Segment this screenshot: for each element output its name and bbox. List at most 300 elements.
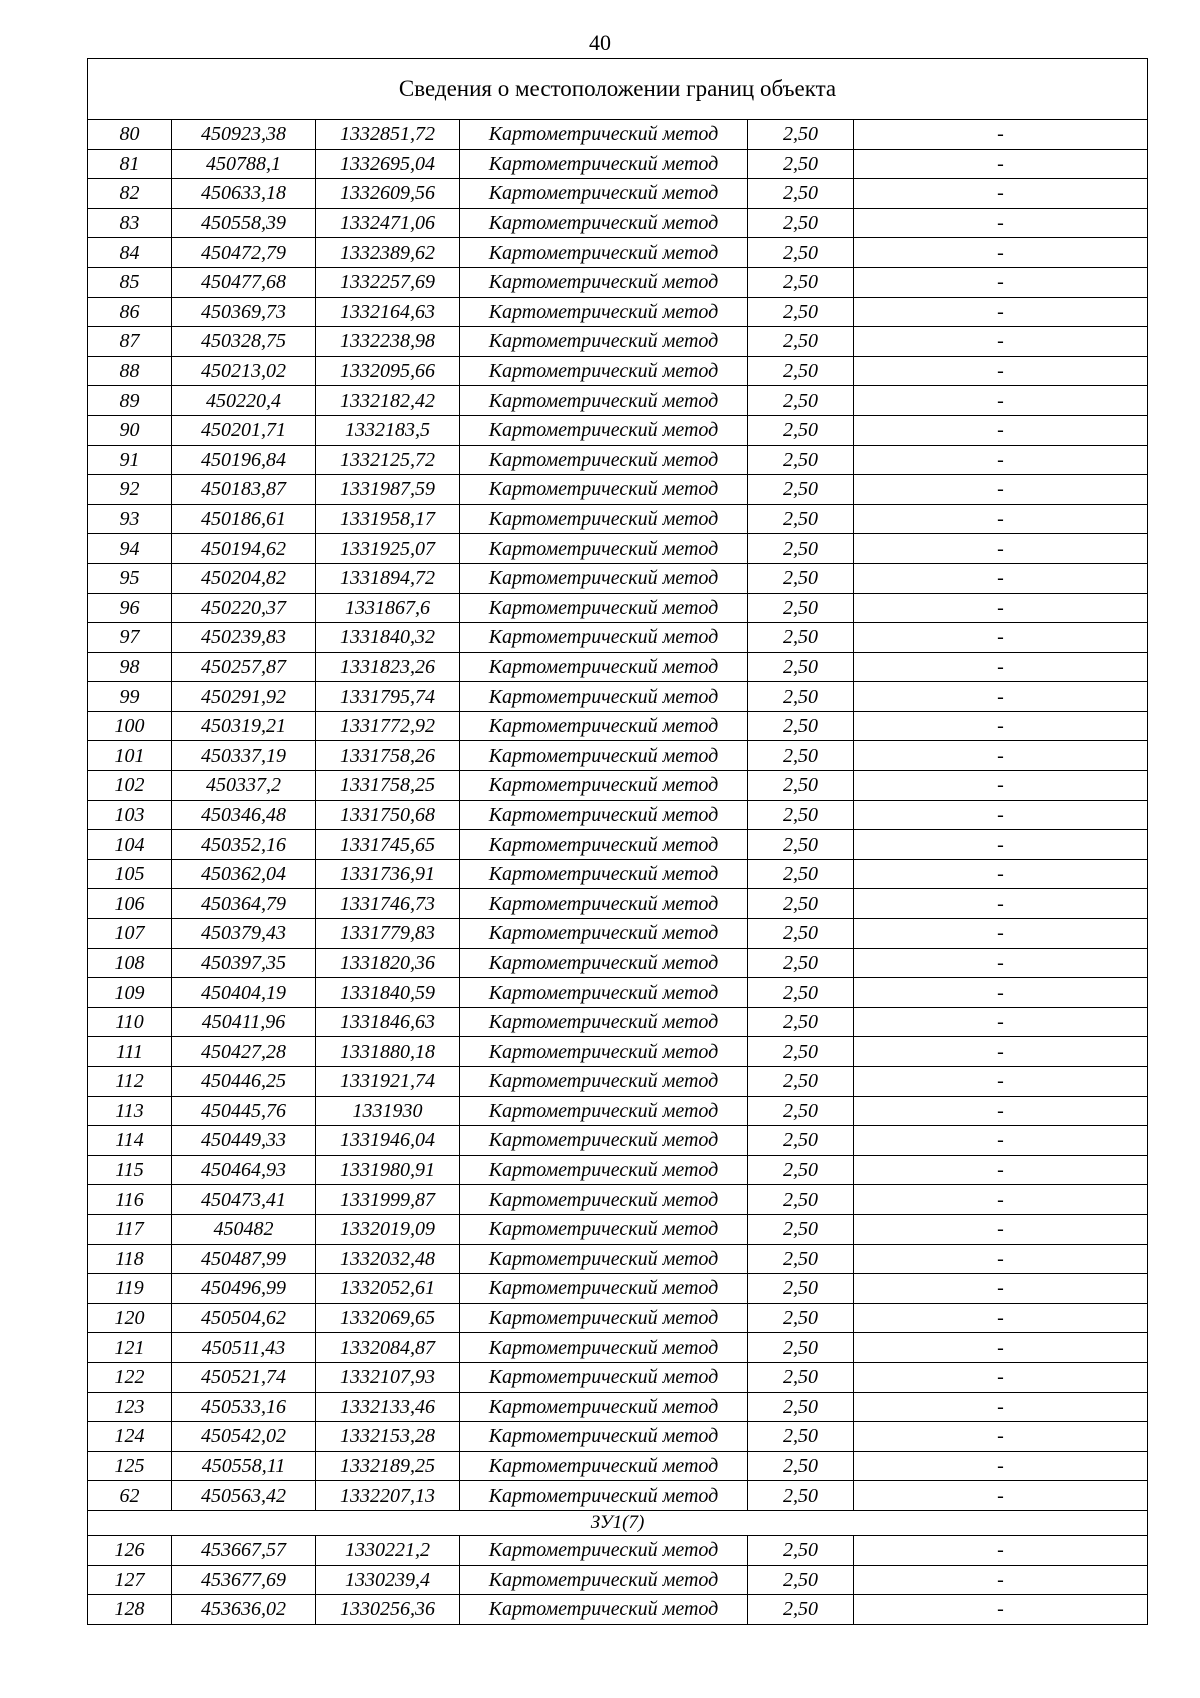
method-cell: Картометрический метод	[460, 1333, 748, 1363]
accuracy-cell: 2,50	[748, 179, 854, 209]
table-row	[88, 1244, 1148, 1274]
point-number-cell: 84	[88, 238, 172, 268]
x-coordinate-cell: 453667,57	[172, 1535, 316, 1565]
point-number-cell: 115	[88, 1155, 172, 1185]
method-cell: Картометрический метод	[460, 1126, 748, 1156]
method-cell: Картометрический метод	[460, 1037, 748, 1067]
method-cell: Картометрический метод	[460, 1392, 748, 1422]
description-cell: -	[854, 534, 1148, 564]
x-coordinate-cell: 450427,28	[172, 1037, 316, 1067]
method-cell: Картометрический метод	[460, 238, 748, 268]
y-coordinate-cell: 1332182,42	[316, 386, 460, 416]
boundary-sheet	[87, 58, 1147, 1625]
method-cell: Картометрический метод	[460, 652, 748, 682]
description-cell: -	[854, 475, 1148, 505]
accuracy-cell: 2,50	[748, 1155, 854, 1185]
y-coordinate-cell: 1332207,13	[316, 1481, 460, 1511]
x-coordinate-cell: 450397,35	[172, 948, 316, 978]
table-row	[88, 1155, 1148, 1185]
table-row	[88, 771, 1148, 801]
method-cell: Картометрический метод	[460, 711, 748, 741]
x-coordinate-cell: 450445,76	[172, 1096, 316, 1126]
description-cell: -	[854, 830, 1148, 860]
method-cell: Картометрический метод	[460, 1565, 748, 1595]
accuracy-cell: 2,50	[748, 830, 854, 860]
method-cell: Картометрический метод	[460, 800, 748, 830]
table-row	[88, 475, 1148, 505]
y-coordinate-cell: 1330239,4	[316, 1565, 460, 1595]
x-coordinate-cell: 450558,39	[172, 208, 316, 238]
accuracy-cell: 2,50	[748, 1451, 854, 1481]
point-number-cell: 117	[88, 1214, 172, 1244]
x-coordinate-cell: 450201,71	[172, 415, 316, 445]
y-coordinate-cell: 1332095,66	[316, 356, 460, 386]
x-coordinate-cell: 450472,79	[172, 238, 316, 268]
method-cell: Картометрический метод	[460, 120, 748, 150]
y-coordinate-cell: 1331925,07	[316, 534, 460, 564]
point-number-cell: 103	[88, 800, 172, 830]
point-number-cell: 94	[88, 534, 172, 564]
description-cell: -	[854, 149, 1148, 179]
y-coordinate-cell: 1332107,93	[316, 1362, 460, 1392]
y-coordinate-cell: 1332238,98	[316, 327, 460, 357]
y-coordinate-cell: 1332032,48	[316, 1244, 460, 1274]
point-number-cell: 88	[88, 356, 172, 386]
y-coordinate-cell: 1331987,59	[316, 475, 460, 505]
x-coordinate-cell: 450352,16	[172, 830, 316, 860]
description-cell: -	[854, 415, 1148, 445]
description-cell: -	[854, 563, 1148, 593]
table-row	[88, 563, 1148, 593]
y-coordinate-cell: 1331820,36	[316, 948, 460, 978]
accuracy-cell: 2,50	[748, 623, 854, 653]
method-cell: Картометрический метод	[460, 1535, 748, 1565]
point-number-cell: 128	[88, 1595, 172, 1625]
x-coordinate-cell: 450346,48	[172, 800, 316, 830]
x-coordinate-cell: 450449,33	[172, 1126, 316, 1156]
accuracy-cell: 2,50	[748, 1333, 854, 1363]
method-cell: Картометрический метод	[460, 267, 748, 297]
x-coordinate-cell: 450404,19	[172, 978, 316, 1008]
point-number-cell: 85	[88, 267, 172, 297]
table-row	[88, 1535, 1148, 1565]
y-coordinate-cell: 1331736,91	[316, 859, 460, 889]
x-coordinate-cell: 450446,25	[172, 1067, 316, 1097]
point-number-cell: 113	[88, 1096, 172, 1126]
point-number-cell: 90	[88, 415, 172, 445]
method-cell: Картометрический метод	[460, 623, 748, 653]
description-cell: -	[854, 711, 1148, 741]
y-coordinate-cell: 1331980,91	[316, 1155, 460, 1185]
accuracy-cell: 2,50	[748, 1392, 854, 1422]
table-row	[88, 1392, 1148, 1422]
point-number-cell: 83	[88, 208, 172, 238]
point-number-cell: 99	[88, 682, 172, 712]
table-row	[88, 149, 1148, 179]
accuracy-cell: 2,50	[748, 445, 854, 475]
description-cell: -	[854, 1481, 1148, 1511]
x-coordinate-cell: 450220,4	[172, 386, 316, 416]
y-coordinate-cell: 1332019,09	[316, 1214, 460, 1244]
description-cell: -	[854, 948, 1148, 978]
y-coordinate-cell: 1331840,59	[316, 978, 460, 1008]
point-number-cell: 92	[88, 475, 172, 505]
accuracy-cell: 2,50	[748, 327, 854, 357]
point-number-cell: 111	[88, 1037, 172, 1067]
table-row	[88, 445, 1148, 475]
point-number-cell: 101	[88, 741, 172, 771]
accuracy-cell: 2,50	[748, 1303, 854, 1333]
point-number-cell: 98	[88, 652, 172, 682]
table-row	[88, 120, 1148, 150]
point-number-cell: 121	[88, 1333, 172, 1363]
accuracy-cell: 2,50	[748, 208, 854, 238]
point-number-cell: 123	[88, 1392, 172, 1422]
point-number-cell: 116	[88, 1185, 172, 1215]
x-coordinate-cell: 450337,2	[172, 771, 316, 801]
table-row	[88, 1096, 1148, 1126]
method-cell: Картометрический метод	[460, 386, 748, 416]
description-cell: -	[854, 1565, 1148, 1595]
x-coordinate-cell: 450328,75	[172, 327, 316, 357]
x-coordinate-cell: 450319,21	[172, 711, 316, 741]
description-cell: -	[854, 800, 1148, 830]
description-cell: -	[854, 327, 1148, 357]
y-coordinate-cell: 1331846,63	[316, 1007, 460, 1037]
method-cell: Картометрический метод	[460, 356, 748, 386]
accuracy-cell: 2,50	[748, 948, 854, 978]
point-number-cell: 126	[88, 1535, 172, 1565]
method-cell: Картометрический метод	[460, 889, 748, 919]
x-coordinate-cell: 450504,62	[172, 1303, 316, 1333]
section-row	[88, 1510, 1148, 1535]
accuracy-cell: 2,50	[748, 1067, 854, 1097]
x-coordinate-cell: 450473,41	[172, 1185, 316, 1215]
accuracy-cell: 2,50	[748, 1007, 854, 1037]
table-row	[88, 919, 1148, 949]
y-coordinate-cell: 1332851,72	[316, 120, 460, 150]
accuracy-cell: 2,50	[748, 386, 854, 416]
description-cell: -	[854, 297, 1148, 327]
table-row	[88, 356, 1148, 386]
point-number-cell: 112	[88, 1067, 172, 1097]
table-row	[88, 208, 1148, 238]
y-coordinate-cell: 1332183,5	[316, 415, 460, 445]
x-coordinate-cell: 450487,99	[172, 1244, 316, 1274]
accuracy-cell: 2,50	[748, 238, 854, 268]
method-cell: Картометрический метод	[460, 445, 748, 475]
x-coordinate-cell: 450511,43	[172, 1333, 316, 1363]
method-cell: Картометрический метод	[460, 859, 748, 889]
description-cell: -	[854, 1535, 1148, 1565]
description-cell: -	[854, 919, 1148, 949]
accuracy-cell: 2,50	[748, 1565, 854, 1595]
table-row	[88, 504, 1148, 534]
accuracy-cell: 2,50	[748, 1214, 854, 1244]
boundary-table	[87, 58, 1148, 1625]
table-row	[88, 1303, 1148, 1333]
point-number-cell: 114	[88, 1126, 172, 1156]
x-coordinate-cell: 450379,43	[172, 919, 316, 949]
description-cell: -	[854, 1244, 1148, 1274]
x-coordinate-cell: 450196,84	[172, 445, 316, 475]
accuracy-cell: 2,50	[748, 1274, 854, 1304]
table-row	[88, 267, 1148, 297]
y-coordinate-cell: 1332125,72	[316, 445, 460, 475]
description-cell: -	[854, 741, 1148, 771]
table-row	[88, 1067, 1148, 1097]
table-row	[88, 800, 1148, 830]
table-row	[88, 948, 1148, 978]
accuracy-cell: 2,50	[748, 1037, 854, 1067]
point-number-cell: 89	[88, 386, 172, 416]
x-coordinate-cell: 450542,02	[172, 1422, 316, 1452]
accuracy-cell: 2,50	[748, 889, 854, 919]
y-coordinate-cell: 1332164,63	[316, 297, 460, 327]
point-number-cell: 97	[88, 623, 172, 653]
point-number-cell: 109	[88, 978, 172, 1008]
method-cell: Картометрический метод	[460, 741, 748, 771]
y-coordinate-cell: 1332084,87	[316, 1333, 460, 1363]
description-cell: -	[854, 238, 1148, 268]
page-number: 40	[589, 30, 611, 55]
method-cell: Картометрический метод	[460, 1244, 748, 1274]
table-row	[88, 534, 1148, 564]
point-number-cell: 81	[88, 149, 172, 179]
description-cell: -	[854, 771, 1148, 801]
accuracy-cell: 2,50	[748, 593, 854, 623]
y-coordinate-cell: 1331795,74	[316, 682, 460, 712]
method-cell: Картометрический метод	[460, 297, 748, 327]
y-coordinate-cell: 1331746,73	[316, 889, 460, 919]
method-cell: Картометрический метод	[460, 1303, 748, 1333]
y-coordinate-cell: 1331867,6	[316, 593, 460, 623]
table-row	[88, 327, 1148, 357]
x-coordinate-cell: 450923,38	[172, 120, 316, 150]
y-coordinate-cell: 1332052,61	[316, 1274, 460, 1304]
method-cell: Картометрический метод	[460, 1274, 748, 1304]
accuracy-cell: 2,50	[748, 149, 854, 179]
y-coordinate-cell: 1331921,74	[316, 1067, 460, 1097]
x-coordinate-cell: 450186,61	[172, 504, 316, 534]
y-coordinate-cell: 1331758,25	[316, 771, 460, 801]
x-coordinate-cell: 450496,99	[172, 1274, 316, 1304]
x-coordinate-cell: 450213,02	[172, 356, 316, 386]
table-row	[88, 1333, 1148, 1363]
point-number-cell: 119	[88, 1274, 172, 1304]
table-row	[88, 741, 1148, 771]
accuracy-cell: 2,50	[748, 652, 854, 682]
x-coordinate-cell: 450558,11	[172, 1451, 316, 1481]
x-coordinate-cell: 450563,42	[172, 1481, 316, 1511]
accuracy-cell: 2,50	[748, 741, 854, 771]
point-number-cell: 95	[88, 563, 172, 593]
y-coordinate-cell: 1331779,83	[316, 919, 460, 949]
x-coordinate-cell: 450362,04	[172, 859, 316, 889]
y-coordinate-cell: 1331823,26	[316, 652, 460, 682]
point-number-cell: 122	[88, 1362, 172, 1392]
y-coordinate-cell: 1332695,04	[316, 149, 460, 179]
y-coordinate-cell: 1331946,04	[316, 1126, 460, 1156]
description-cell: -	[854, 1451, 1148, 1481]
x-coordinate-cell: 450220,37	[172, 593, 316, 623]
accuracy-cell: 2,50	[748, 1126, 854, 1156]
method-cell: Картометрический метод	[460, 682, 748, 712]
point-number-cell: 80	[88, 120, 172, 150]
table-row	[88, 1185, 1148, 1215]
description-cell: -	[854, 1422, 1148, 1452]
table-row	[88, 978, 1148, 1008]
y-coordinate-cell: 1332609,56	[316, 179, 460, 209]
accuracy-cell: 2,50	[748, 711, 854, 741]
accuracy-cell: 2,50	[748, 120, 854, 150]
method-cell: Картометрический метод	[460, 208, 748, 238]
description-cell: -	[854, 386, 1148, 416]
method-cell: Картометрический метод	[460, 978, 748, 1008]
x-coordinate-cell: 450369,73	[172, 297, 316, 327]
table-row	[88, 623, 1148, 653]
description-cell: -	[854, 1126, 1148, 1156]
point-number-cell: 125	[88, 1451, 172, 1481]
x-coordinate-cell: 453677,69	[172, 1565, 316, 1595]
table-row	[88, 1274, 1148, 1304]
point-number-cell: 108	[88, 948, 172, 978]
table-row	[88, 889, 1148, 919]
method-cell: Картометрический метод	[460, 1481, 748, 1511]
point-number-cell: 102	[88, 771, 172, 801]
y-coordinate-cell: 1331840,32	[316, 623, 460, 653]
description-cell: -	[854, 1155, 1148, 1185]
description-cell: -	[854, 1185, 1148, 1215]
accuracy-cell: 2,50	[748, 415, 854, 445]
accuracy-cell: 2,50	[748, 504, 854, 534]
accuracy-cell: 2,50	[748, 1422, 854, 1452]
y-coordinate-cell: 1330256,36	[316, 1595, 460, 1625]
accuracy-cell: 2,50	[748, 297, 854, 327]
table-row	[88, 238, 1148, 268]
point-number-cell: 107	[88, 919, 172, 949]
description-cell: -	[854, 1595, 1148, 1625]
y-coordinate-cell: 1331758,26	[316, 741, 460, 771]
point-number-cell: 100	[88, 711, 172, 741]
x-coordinate-cell: 450521,74	[172, 1362, 316, 1392]
table-title-row	[88, 59, 1148, 120]
point-number-cell: 87	[88, 327, 172, 357]
y-coordinate-cell: 1331772,92	[316, 711, 460, 741]
accuracy-cell: 2,50	[748, 919, 854, 949]
y-coordinate-cell: 1330221,2	[316, 1535, 460, 1565]
point-number-cell: 118	[88, 1244, 172, 1274]
y-coordinate-cell: 1332257,69	[316, 267, 460, 297]
accuracy-cell: 2,50	[748, 771, 854, 801]
accuracy-cell: 2,50	[748, 267, 854, 297]
accuracy-cell: 2,50	[748, 1595, 854, 1625]
y-coordinate-cell: 1331750,68	[316, 800, 460, 830]
method-cell: Картометрический метод	[460, 415, 748, 445]
y-coordinate-cell: 1331999,87	[316, 1185, 460, 1215]
point-number-cell: 105	[88, 859, 172, 889]
description-cell: -	[854, 1096, 1148, 1126]
point-number-cell: 106	[88, 889, 172, 919]
method-cell: Картометрический метод	[460, 1067, 748, 1097]
x-coordinate-cell: 450411,96	[172, 1007, 316, 1037]
table-row	[88, 386, 1148, 416]
method-cell: Картометрический метод	[460, 771, 748, 801]
y-coordinate-cell: 1331745,65	[316, 830, 460, 860]
description-cell: -	[854, 889, 1148, 919]
method-cell: Картометрический метод	[460, 1155, 748, 1185]
description-cell: -	[854, 445, 1148, 475]
description-cell: -	[854, 623, 1148, 653]
description-cell: -	[854, 1362, 1148, 1392]
method-cell: Картометрический метод	[460, 1362, 748, 1392]
accuracy-cell: 2,50	[748, 563, 854, 593]
table-row	[88, 415, 1148, 445]
x-coordinate-cell: 450194,62	[172, 534, 316, 564]
x-coordinate-cell: 450482	[172, 1214, 316, 1244]
method-cell: Картометрический метод	[460, 563, 748, 593]
table-row	[88, 1422, 1148, 1452]
accuracy-cell: 2,50	[748, 859, 854, 889]
y-coordinate-cell: 1332069,65	[316, 1303, 460, 1333]
x-coordinate-cell: 450257,87	[172, 652, 316, 682]
accuracy-cell: 2,50	[748, 356, 854, 386]
point-number-cell: 104	[88, 830, 172, 860]
y-coordinate-cell: 1332133,46	[316, 1392, 460, 1422]
accuracy-cell: 2,50	[748, 1244, 854, 1274]
y-coordinate-cell: 1331880,18	[316, 1037, 460, 1067]
description-cell: -	[854, 356, 1148, 386]
section-label: ЗУ1(7)	[88, 1510, 1148, 1535]
method-cell: Картометрический метод	[460, 919, 748, 949]
accuracy-cell: 2,50	[748, 1185, 854, 1215]
table-row	[88, 682, 1148, 712]
accuracy-cell: 2,50	[748, 1481, 854, 1511]
method-cell: Картометрический метод	[460, 1422, 748, 1452]
x-coordinate-cell: 450183,87	[172, 475, 316, 505]
table-row	[88, 1126, 1148, 1156]
method-cell: Картометрический метод	[460, 1007, 748, 1037]
table-row	[88, 1451, 1148, 1481]
x-coordinate-cell: 450788,1	[172, 149, 316, 179]
x-coordinate-cell: 453636,02	[172, 1595, 316, 1625]
accuracy-cell: 2,50	[748, 1096, 854, 1126]
y-coordinate-cell: 1332471,06	[316, 208, 460, 238]
description-cell: -	[854, 1274, 1148, 1304]
table-row	[88, 593, 1148, 623]
x-coordinate-cell: 450464,93	[172, 1155, 316, 1185]
description-cell: -	[854, 1303, 1148, 1333]
accuracy-cell: 2,50	[748, 534, 854, 564]
table-row	[88, 830, 1148, 860]
point-number-cell: 127	[88, 1565, 172, 1595]
point-number-cell: 91	[88, 445, 172, 475]
x-coordinate-cell: 450633,18	[172, 179, 316, 209]
table-row	[88, 1007, 1148, 1037]
method-cell: Картометрический метод	[460, 830, 748, 860]
point-number-cell: 96	[88, 593, 172, 623]
accuracy-cell: 2,50	[748, 682, 854, 712]
description-cell: -	[854, 978, 1148, 1008]
description-cell: -	[854, 120, 1148, 150]
method-cell: Картометрический метод	[460, 504, 748, 534]
description-cell: -	[854, 682, 1148, 712]
x-coordinate-cell: 450239,83	[172, 623, 316, 653]
point-number-cell: 62	[88, 1481, 172, 1511]
description-cell: -	[854, 1007, 1148, 1037]
accuracy-cell: 2,50	[748, 1535, 854, 1565]
method-cell: Картометрический метод	[460, 149, 748, 179]
